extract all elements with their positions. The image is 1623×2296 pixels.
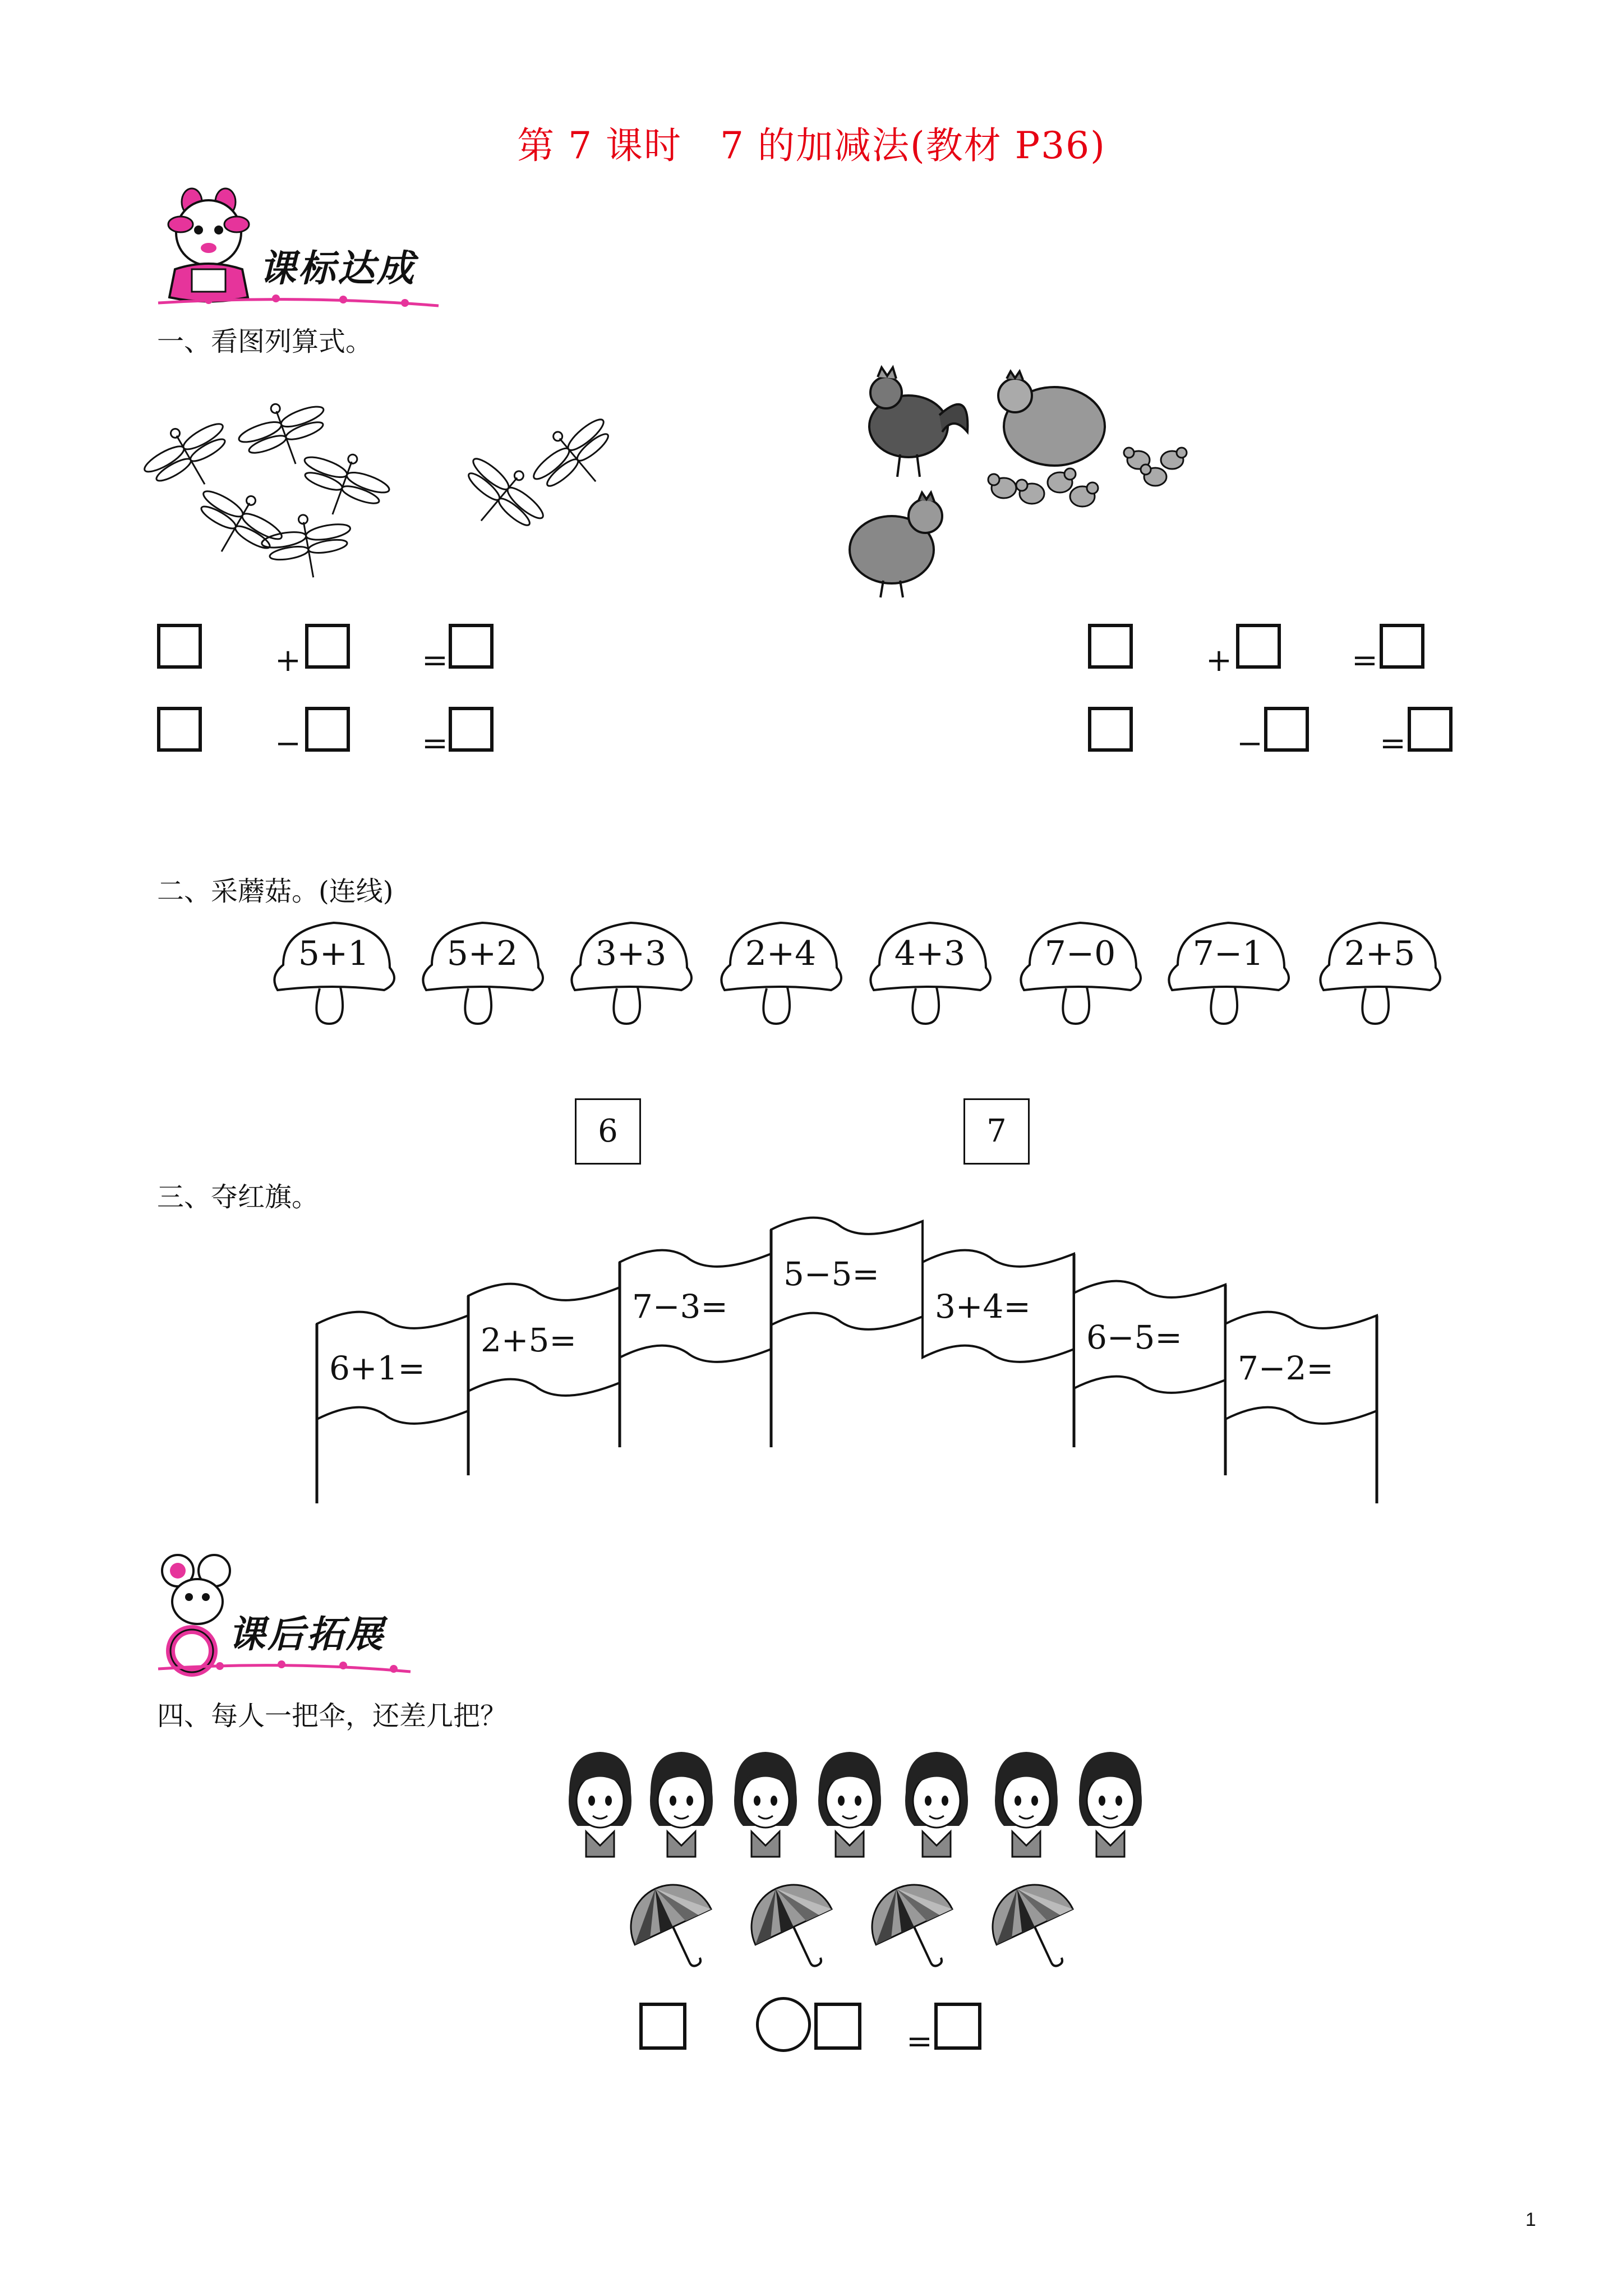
flower-vine-decoration-2 bbox=[153, 1658, 416, 1680]
q1-left-sub-operator: − bbox=[275, 725, 301, 762]
child-face-icon bbox=[729, 1747, 802, 1860]
q4-box-3[interactable] bbox=[934, 2003, 981, 2050]
q1-right-add-box-3[interactable] bbox=[1380, 624, 1424, 669]
chickens-illustration bbox=[847, 365, 1228, 600]
flag-label: 7−3= bbox=[632, 1287, 728, 1326]
child-face-icon bbox=[900, 1747, 973, 1860]
child-face-icon bbox=[645, 1747, 718, 1860]
question-4-heading: 四、每人一把伞，还差几把？ bbox=[157, 1700, 508, 1732]
mushroom[interactable] bbox=[415, 912, 550, 1035]
q1-right-sub-box-1[interactable] bbox=[1088, 707, 1133, 752]
section-badge-extension-label: 课后拓展 bbox=[228, 1613, 385, 1656]
q4-equals: = bbox=[906, 2023, 933, 2060]
q1-left-add-box-1[interactable] bbox=[157, 624, 202, 669]
mushroom-icon bbox=[713, 912, 848, 1035]
q1-right-sub-operator: − bbox=[1237, 725, 1263, 762]
question-3-heading: 三、夺红旗。 bbox=[157, 1181, 319, 1213]
umbrella-icon bbox=[746, 1882, 841, 1972]
q1-right-add-equals: = bbox=[1352, 642, 1378, 679]
q1-right-sub-box-3[interactable] bbox=[1408, 707, 1453, 752]
flag-label: 7−2= bbox=[1238, 1349, 1334, 1387]
q4-box-2[interactable] bbox=[814, 2003, 861, 2050]
mushroom-label: 4+3 bbox=[894, 934, 966, 973]
umbrella-icon bbox=[987, 1882, 1082, 1972]
mushroom[interactable] bbox=[564, 912, 698, 1035]
mushroom-icon bbox=[1013, 912, 1147, 1035]
dragonflies-illustration bbox=[151, 398, 623, 578]
mushroom[interactable] bbox=[1161, 912, 1295, 1035]
mushroom-icon bbox=[1312, 912, 1447, 1035]
flag-label: 6−5= bbox=[1086, 1318, 1182, 1356]
q1-left-sub-box-3[interactable] bbox=[449, 707, 494, 752]
mushroom[interactable] bbox=[1013, 912, 1147, 1035]
flag-label: 6+1= bbox=[329, 1349, 425, 1387]
mushroom-label: 5+1 bbox=[298, 934, 370, 973]
umbrella-icon bbox=[866, 1882, 962, 1972]
question-2-heading: 二、采蘑菇。(连线) bbox=[157, 876, 394, 907]
child-face-icon bbox=[990, 1747, 1063, 1860]
mushroom-label: 3+3 bbox=[595, 934, 667, 973]
section-badge-extension bbox=[153, 1551, 416, 1680]
mouse-mascot-icon bbox=[153, 1551, 237, 1674]
mushroom-icon bbox=[564, 912, 698, 1035]
basket-number-7[interactable]: 7 bbox=[963, 1098, 1030, 1165]
mushroom-label: 2+5 bbox=[1344, 934, 1415, 973]
basket-number-6[interactable]: 6 bbox=[575, 1098, 641, 1165]
mushroom-label: 5+2 bbox=[446, 934, 518, 973]
q1-right-sub-box-2[interactable] bbox=[1264, 707, 1309, 752]
q4-box-1[interactable] bbox=[639, 2003, 686, 2050]
q1-right-add-operator: + bbox=[1206, 642, 1232, 679]
q1-left-add-equals: = bbox=[422, 642, 448, 679]
child-face-icon bbox=[1074, 1747, 1147, 1860]
umbrella-icon bbox=[625, 1882, 721, 1972]
section-badge-standards bbox=[153, 185, 444, 314]
q1-left-sub-box-2[interactable] bbox=[305, 707, 350, 752]
mushroom-icon bbox=[863, 912, 997, 1035]
page-title: 第 7 课时 7 的加减法(教材 P36) bbox=[517, 124, 1106, 167]
child-face-icon bbox=[813, 1747, 886, 1860]
q1-left-add-box-3[interactable] bbox=[449, 624, 494, 669]
mushroom[interactable] bbox=[1312, 912, 1447, 1035]
flag-label: 3+4= bbox=[935, 1287, 1031, 1326]
q1-left-add-box-2[interactable] bbox=[305, 624, 350, 669]
q1-right-sub-equals: = bbox=[1380, 725, 1406, 762]
mushroom[interactable] bbox=[266, 912, 401, 1035]
mushroom-icon bbox=[266, 912, 401, 1035]
q1-left-add-operator: + bbox=[275, 642, 301, 679]
child-face-icon bbox=[564, 1747, 637, 1860]
mushroom-label: 7−0 bbox=[1044, 934, 1116, 973]
section-badge-standards-label: 课标达成 bbox=[259, 247, 416, 290]
q1-left-sub-box-1[interactable] bbox=[157, 707, 202, 752]
mushroom[interactable] bbox=[713, 912, 848, 1035]
q1-right-add-box-1[interactable] bbox=[1088, 624, 1133, 669]
q4-operator-circle[interactable] bbox=[756, 1997, 811, 2052]
question-1-heading: 一、看图列算式。 bbox=[157, 326, 373, 357]
mushroom-icon bbox=[415, 912, 550, 1035]
mushroom-label: 7−1 bbox=[1192, 934, 1264, 973]
mushroom-icon bbox=[1161, 912, 1295, 1035]
flower-vine-decoration bbox=[153, 292, 444, 314]
mushroom[interactable] bbox=[863, 912, 997, 1035]
mushroom-label: 2+4 bbox=[745, 934, 817, 973]
page-number: 1 bbox=[1525, 2209, 1536, 2230]
flag-label: 2+5= bbox=[481, 1321, 577, 1359]
flag-label: 5−5= bbox=[783, 1255, 879, 1293]
q1-left-sub-equals: = bbox=[422, 725, 448, 762]
q1-right-add-box-2[interactable] bbox=[1236, 624, 1281, 669]
